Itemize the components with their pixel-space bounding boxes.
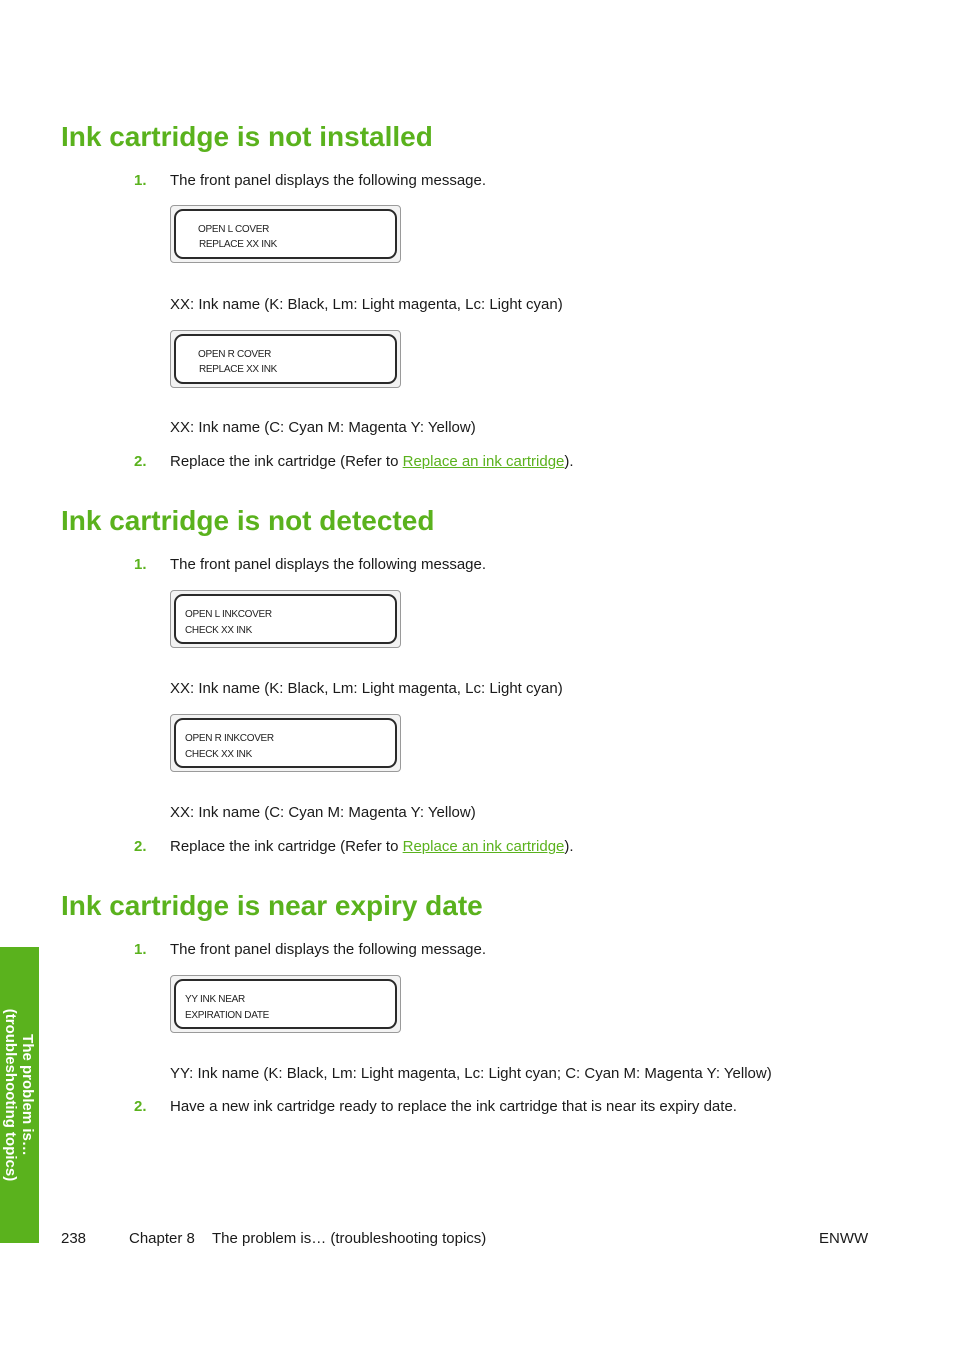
front-panel-display [170, 205, 401, 263]
display-line-1: OPEN L INKCOVER [185, 609, 272, 620]
ink-name-note: XX: Ink name (C: Cyan M: Magenta Y: Yellow) [170, 419, 476, 436]
footer-chapter: Chapter 8 [129, 1230, 195, 1247]
display-line-2: EXPIRATION DATE [185, 1010, 270, 1021]
step-number: 1. [134, 172, 147, 189]
step-number: 2. [134, 1098, 147, 1115]
ink-name-note: XX: Ink name (C: Cyan M: Magenta Y: Yellow) [170, 804, 476, 821]
section-title-not-detected: Ink cartridge is not detected [61, 505, 435, 536]
step-text-suffix: ). [564, 838, 574, 855]
replace-ink-cartridge-link[interactable]: Replace an ink cartridge [402, 453, 565, 470]
step-text-prefix: Replace the ink cartridge (Refer to [170, 453, 403, 470]
display-line-1: OPEN R COVER [198, 349, 272, 360]
step-text-suffix: ). [564, 453, 574, 470]
front-panel-display [170, 714, 401, 772]
step-text: The front panel displays the following message. [170, 941, 487, 958]
side-tab-line-2: (troubleshooting topics) [2, 1008, 20, 1182]
step-text [170, 839, 574, 854]
display-line-2: CHECK XX INK [185, 625, 252, 636]
page-number: 238 [61, 1230, 87, 1247]
display-line-2: CHECK XX INK [185, 749, 252, 760]
chapter-side-tab [0, 947, 39, 1243]
front-panel-display [170, 590, 401, 648]
display-line-2: REPLACE XX INK [199, 239, 278, 250]
front-panel-display [170, 975, 401, 1033]
display-line-1: OPEN L COVER [198, 224, 270, 235]
display-line-1: YY INK NEAR [185, 994, 245, 1005]
front-panel-display [170, 330, 401, 388]
side-tab-label [0, 947, 39, 1243]
ink-name-note: XX: Ink name (K: Black, Lm: Light magenta, Lc: Light cyan) [170, 296, 563, 313]
step-text: Have a new ink cartridge ready to replace the ink cartridge that is near its expiry date. [170, 1098, 737, 1115]
display-line-2: REPLACE XX INK [199, 364, 278, 375]
step-text: The front panel displays the following message. [170, 172, 487, 189]
step-number: 1. [134, 556, 147, 573]
section-title-not-installed: Ink cartridge is not installed [61, 121, 433, 152]
step-text-prefix: Replace the ink cartridge (Refer to [170, 838, 403, 855]
side-tab-line-1: The problem is… [19, 1034, 37, 1156]
ink-name-note: YY: Ink name (K: Black, Lm: Light magenta, Lc: Light cyan; C: Cyan M: Magenta Y: Yellow) [170, 1065, 772, 1082]
replace-ink-cartridge-link[interactable]: Replace an ink cartridge [402, 838, 565, 855]
step-text [170, 454, 574, 469]
section-title-near-expiry: Ink cartridge is near expiry date [61, 890, 483, 921]
step-number: 1. [134, 941, 147, 958]
footer-code: ENWW [819, 1230, 869, 1247]
footer-chapter-title: The problem is… (troubleshooting topics) [212, 1230, 487, 1247]
ink-name-note: XX: Ink name (K: Black, Lm: Light magenta, Lc: Light cyan) [170, 680, 563, 697]
display-line-1: OPEN R INKCOVER [185, 733, 274, 744]
step-number: 2. [134, 838, 147, 855]
step-number: 2. [134, 453, 147, 470]
step-text: The front panel displays the following message. [170, 556, 487, 573]
